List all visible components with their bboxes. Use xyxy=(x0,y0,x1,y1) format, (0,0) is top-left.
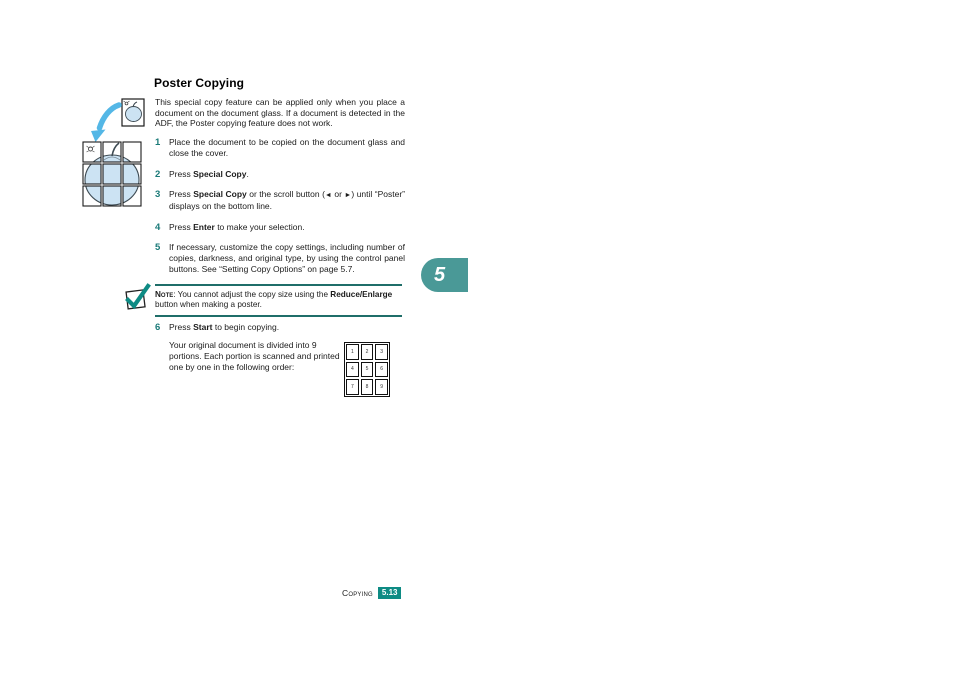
step-number: 3 xyxy=(155,189,161,200)
step-number: 6 xyxy=(155,322,161,333)
chapter-tab: 5 xyxy=(421,258,468,292)
poster-pages-grid xyxy=(82,141,142,207)
step-text: Place the document to be copied on the document glass and close the cover. xyxy=(169,137,405,158)
scan-order-cell: 2 xyxy=(361,344,374,360)
curved-arrow-down-left-icon xyxy=(91,105,119,142)
step-number: 4 xyxy=(155,221,161,233)
footer-section-label: Copying xyxy=(342,588,373,598)
intro-paragraph: This special copy feature can be applied only when you place a document on the document glass. If a document is detected in the ADF, the Poster copying feature does not work. xyxy=(155,97,405,129)
step-item xyxy=(155,137,405,159)
step-text: If necessary, customize the copy settings, including number of copies, darkness, and original type, by using the control panel buttons. See “Setting Copy Options” on page 5.7. xyxy=(169,242,405,274)
scan-order-cell: 4 xyxy=(346,362,359,378)
scan-order-grid xyxy=(344,342,390,397)
result-paragraph: Your original document is divided into 9 portions. Each portion is scanned and printed one by one in the following order: xyxy=(169,340,340,372)
step-number: 1 xyxy=(155,137,161,148)
scan-order-cell: 7 xyxy=(346,379,359,395)
steps-list xyxy=(155,137,405,285)
scan-order-cell: 1 xyxy=(346,344,359,360)
step-item xyxy=(155,189,405,212)
step-item xyxy=(155,242,405,275)
page-footer xyxy=(342,587,401,599)
step-item xyxy=(155,169,405,180)
step-number: 5 xyxy=(155,242,161,253)
step-text: Press Enter to make your selection. xyxy=(169,221,305,232)
page-title: Poster Copying xyxy=(154,76,245,90)
scan-order-cell: 6 xyxy=(375,362,388,378)
scan-order-cell: 9 xyxy=(375,379,388,395)
step-item xyxy=(155,322,405,333)
scan-order-cell: 8 xyxy=(361,379,374,395)
step-text: Press Start to begin copying. xyxy=(169,322,280,332)
poster-split-illustration xyxy=(82,96,146,208)
step-item xyxy=(155,222,405,233)
original-document-thumbnail xyxy=(122,99,144,126)
note-box xyxy=(155,284,402,317)
step-text: Press Special Copy. xyxy=(169,168,249,179)
footer-page-number-badge: 5.13 xyxy=(378,587,402,599)
step-number: 2 xyxy=(155,168,161,180)
checkmark-page-icon xyxy=(123,283,151,313)
scan-order-cell: 3 xyxy=(375,344,388,360)
step-text: Press Special Copy or the scroll button (◄ or ►) until “Poster” displays on the bottom line. xyxy=(169,189,406,211)
note-text: Note: You cannot adjust the copy size using the Reduce/Enlarge button when making a poster. xyxy=(155,290,393,309)
scan-order-cell: 5 xyxy=(361,362,374,378)
